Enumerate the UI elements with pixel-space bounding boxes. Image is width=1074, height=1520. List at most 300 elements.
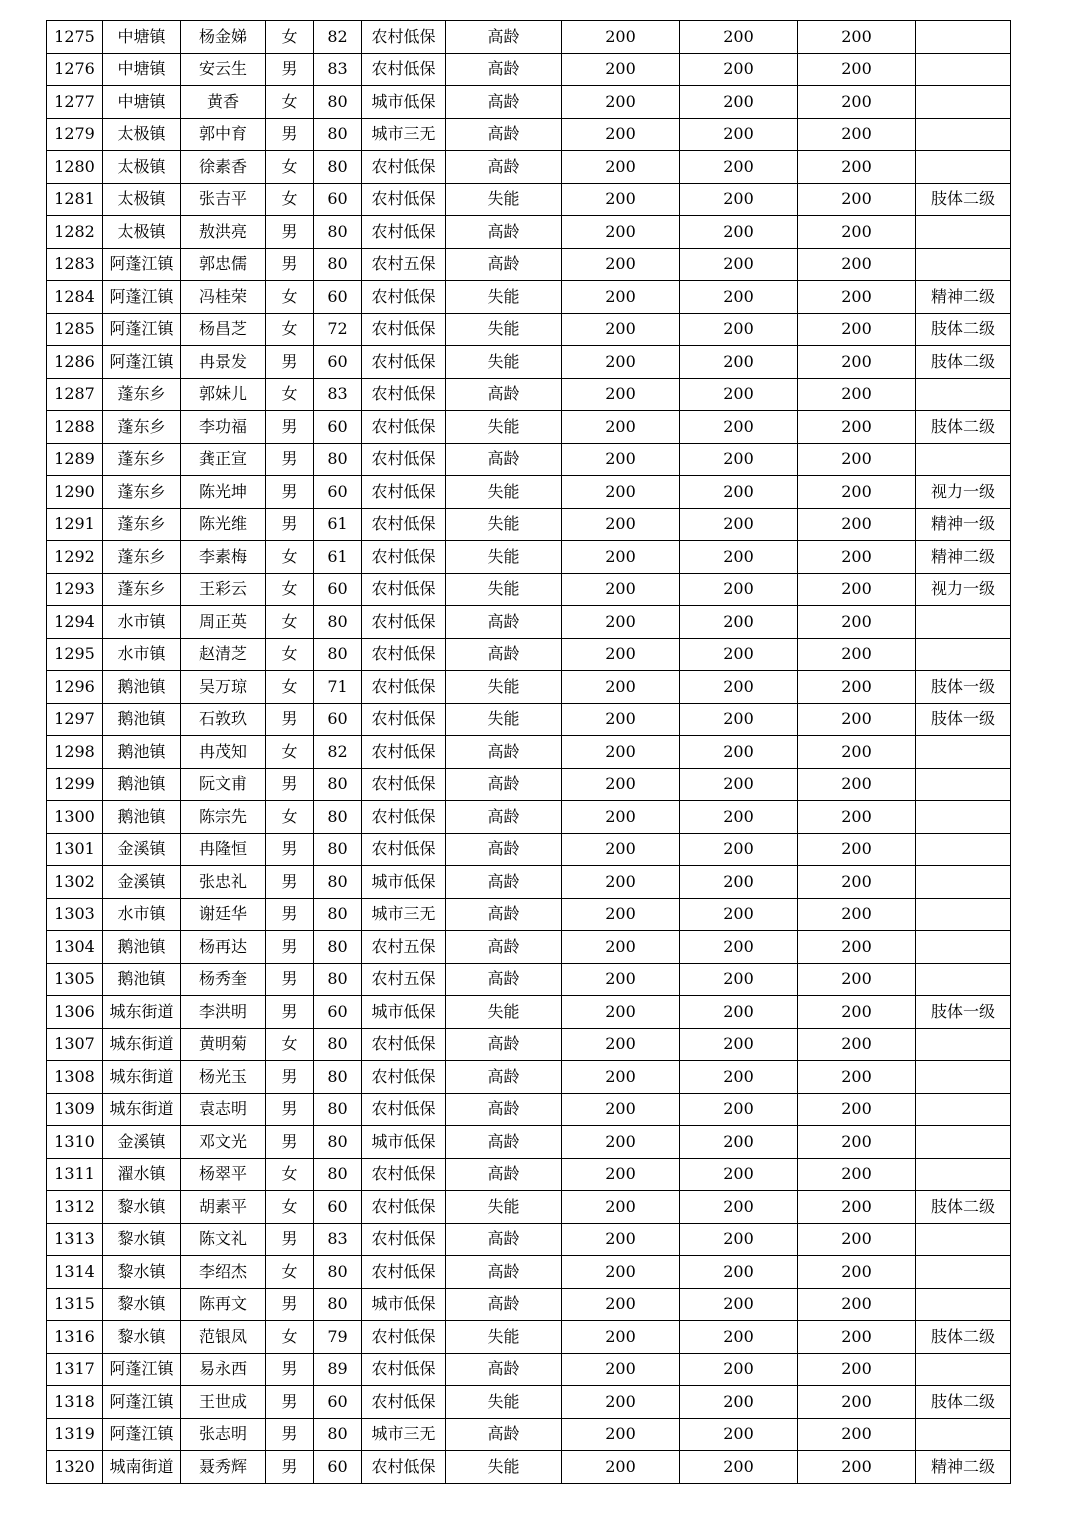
amount-cell-1: 200 (562, 1061, 680, 1094)
name-cell: 石敦玖 (181, 703, 266, 736)
gender-cell: 男 (266, 931, 314, 964)
subsidy-category-cell: 失能 (446, 476, 562, 509)
name-cell: 张吉平 (181, 183, 266, 216)
township-cell: 中塘镇 (103, 53, 181, 86)
serial-number-cell: 1282 (47, 216, 103, 249)
name-cell: 冉景发 (181, 346, 266, 379)
amount-cell-3: 200 (798, 476, 916, 509)
gender-cell: 男 (266, 703, 314, 736)
amount-cell-1: 200 (562, 1451, 680, 1484)
table-row (47, 768, 1011, 801)
serial-number-cell: 1298 (47, 736, 103, 769)
township-cell: 黎水镇 (103, 1321, 181, 1354)
table-row (47, 541, 1011, 574)
amount-cell-3: 200 (798, 183, 916, 216)
serial-number-cell: 1303 (47, 898, 103, 931)
amount-cell-1: 200 (562, 216, 680, 249)
township-cell: 濯水镇 (103, 1158, 181, 1191)
serial-number-cell: 1300 (47, 801, 103, 834)
household-type-cell: 农村低保 (362, 1028, 446, 1061)
gender-cell: 女 (266, 541, 314, 574)
age-cell: 80 (314, 1061, 362, 1094)
name-cell: 黄明菊 (181, 1028, 266, 1061)
amount-cell-3: 200 (798, 281, 916, 314)
disability-grade-cell (916, 53, 1011, 86)
table-row (47, 378, 1011, 411)
table-row (47, 606, 1011, 639)
gender-cell: 男 (266, 248, 314, 281)
table-row (47, 313, 1011, 346)
serial-number-cell: 1288 (47, 411, 103, 444)
name-cell: 黄香 (181, 86, 266, 119)
disability-grade-cell (916, 833, 1011, 866)
gender-cell: 女 (266, 671, 314, 704)
amount-cell-2: 200 (680, 1288, 798, 1321)
amount-cell-3: 200 (798, 53, 916, 86)
name-cell: 范银凤 (181, 1321, 266, 1354)
subsidy-category-cell: 高龄 (446, 378, 562, 411)
amount-cell-3: 200 (798, 1256, 916, 1289)
serial-number-cell: 1280 (47, 151, 103, 184)
household-type-cell: 农村低保 (362, 768, 446, 801)
amount-cell-1: 200 (562, 931, 680, 964)
name-cell: 陈光坤 (181, 476, 266, 509)
disability-grade-cell (916, 86, 1011, 119)
amount-cell-2: 200 (680, 931, 798, 964)
amount-cell-1: 200 (562, 606, 680, 639)
serial-number-cell: 1291 (47, 508, 103, 541)
subsidy-category-cell: 高龄 (446, 638, 562, 671)
age-cell: 60 (314, 1191, 362, 1224)
gender-cell: 男 (266, 1418, 314, 1451)
subsidy-category-cell: 失能 (446, 1191, 562, 1224)
name-cell: 张志明 (181, 1418, 266, 1451)
disability-grade-cell (916, 378, 1011, 411)
gender-cell: 女 (266, 1256, 314, 1289)
township-cell: 金溪镇 (103, 833, 181, 866)
household-type-cell: 农村低保 (362, 508, 446, 541)
subsidy-category-cell: 高龄 (446, 801, 562, 834)
table-row (47, 443, 1011, 476)
amount-cell-3: 200 (798, 86, 916, 119)
gender-cell: 女 (266, 1028, 314, 1061)
household-type-cell: 农村低保 (362, 736, 446, 769)
amount-cell-2: 200 (680, 118, 798, 151)
age-cell: 80 (314, 1288, 362, 1321)
township-cell: 城东街道 (103, 1061, 181, 1094)
household-type-cell: 城市三无 (362, 1418, 446, 1451)
township-cell: 水市镇 (103, 606, 181, 639)
subsidy-category-cell: 高龄 (446, 53, 562, 86)
township-cell: 阿蓬江镇 (103, 1418, 181, 1451)
amount-cell-3: 200 (798, 508, 916, 541)
age-cell: 80 (314, 1418, 362, 1451)
name-cell: 敖洪亮 (181, 216, 266, 249)
table-row (47, 866, 1011, 899)
subsidy-category-cell: 失能 (446, 671, 562, 704)
serial-number-cell: 1290 (47, 476, 103, 509)
age-cell: 60 (314, 476, 362, 509)
disability-grade-cell (916, 1028, 1011, 1061)
amount-cell-1: 200 (562, 346, 680, 379)
table-row (47, 1093, 1011, 1126)
amount-cell-1: 200 (562, 1223, 680, 1256)
subsidy-category-cell: 失能 (446, 1386, 562, 1419)
gender-cell: 男 (266, 508, 314, 541)
subsidy-category-cell: 高龄 (446, 736, 562, 769)
amount-cell-3: 200 (798, 1353, 916, 1386)
household-type-cell: 农村低保 (362, 541, 446, 574)
amount-cell-1: 200 (562, 183, 680, 216)
amount-cell-2: 200 (680, 1353, 798, 1386)
age-cell: 80 (314, 866, 362, 899)
household-type-cell: 城市低保 (362, 1126, 446, 1159)
disability-grade-cell: 肢体一级 (916, 671, 1011, 704)
amount-cell-3: 200 (798, 736, 916, 769)
table-row (47, 248, 1011, 281)
township-cell: 鹅池镇 (103, 801, 181, 834)
amount-cell-2: 200 (680, 996, 798, 1029)
gender-cell: 男 (266, 216, 314, 249)
amount-cell-3: 200 (798, 963, 916, 996)
age-cell: 61 (314, 508, 362, 541)
age-cell: 80 (314, 833, 362, 866)
age-cell: 80 (314, 86, 362, 119)
amount-cell-2: 200 (680, 606, 798, 639)
disability-grade-cell (916, 963, 1011, 996)
subsidy-category-cell: 高龄 (446, 1093, 562, 1126)
subsidy-category-cell: 高龄 (446, 1418, 562, 1451)
name-cell: 袁志明 (181, 1093, 266, 1126)
amount-cell-1: 200 (562, 1191, 680, 1224)
table-row (47, 118, 1011, 151)
gender-cell: 女 (266, 21, 314, 54)
subsidy-category-cell: 高龄 (446, 963, 562, 996)
household-type-cell: 城市三无 (362, 898, 446, 931)
gender-cell: 女 (266, 801, 314, 834)
township-cell: 金溪镇 (103, 866, 181, 899)
gender-cell: 女 (266, 736, 314, 769)
gender-cell: 男 (266, 898, 314, 931)
township-cell: 阿蓬江镇 (103, 313, 181, 346)
township-cell: 阿蓬江镇 (103, 248, 181, 281)
amount-cell-3: 200 (798, 1093, 916, 1126)
household-type-cell: 城市低保 (362, 86, 446, 119)
disability-grade-cell: 肢体二级 (916, 1191, 1011, 1224)
amount-cell-1: 200 (562, 476, 680, 509)
age-cell: 82 (314, 736, 362, 769)
disability-grade-cell (916, 931, 1011, 964)
amount-cell-3: 200 (798, 313, 916, 346)
age-cell: 60 (314, 411, 362, 444)
amount-cell-1: 200 (562, 378, 680, 411)
table-row (47, 1353, 1011, 1386)
amount-cell-3: 200 (798, 898, 916, 931)
subsidy-category-cell: 失能 (446, 1321, 562, 1354)
amount-cell-2: 200 (680, 53, 798, 86)
disability-grade-cell (916, 21, 1011, 54)
amount-cell-2: 200 (680, 768, 798, 801)
amount-cell-1: 200 (562, 736, 680, 769)
disability-grade-cell (916, 898, 1011, 931)
household-type-cell: 农村低保 (362, 703, 446, 736)
amount-cell-1: 200 (562, 118, 680, 151)
household-type-cell: 农村低保 (362, 801, 446, 834)
amount-cell-3: 200 (798, 346, 916, 379)
amount-cell-2: 200 (680, 183, 798, 216)
amount-cell-1: 200 (562, 1288, 680, 1321)
age-cell: 61 (314, 541, 362, 574)
age-cell: 79 (314, 1321, 362, 1354)
household-type-cell: 农村低保 (362, 21, 446, 54)
table-row (47, 801, 1011, 834)
amount-cell-2: 200 (680, 313, 798, 346)
amount-cell-1: 200 (562, 86, 680, 119)
subsidy-category-cell: 失能 (446, 183, 562, 216)
amount-cell-2: 200 (680, 541, 798, 574)
age-cell: 72 (314, 313, 362, 346)
amount-cell-3: 200 (798, 1158, 916, 1191)
township-cell: 蓬东乡 (103, 573, 181, 606)
disability-grade-cell: 视力一级 (916, 476, 1011, 509)
amount-cell-2: 200 (680, 671, 798, 704)
amount-cell-1: 200 (562, 898, 680, 931)
amount-cell-1: 200 (562, 1126, 680, 1159)
serial-number-cell: 1320 (47, 1451, 103, 1484)
amount-cell-2: 200 (680, 1158, 798, 1191)
amount-cell-3: 200 (798, 1386, 916, 1419)
serial-number-cell: 1313 (47, 1223, 103, 1256)
serial-number-cell: 1312 (47, 1191, 103, 1224)
amount-cell-3: 200 (798, 1126, 916, 1159)
amount-cell-2: 200 (680, 378, 798, 411)
name-cell: 邓文光 (181, 1126, 266, 1159)
table-row (47, 216, 1011, 249)
subsidy-category-cell: 高龄 (446, 86, 562, 119)
table-row (47, 898, 1011, 931)
amount-cell-3: 200 (798, 1223, 916, 1256)
name-cell: 吴万琼 (181, 671, 266, 704)
township-cell: 金溪镇 (103, 1126, 181, 1159)
amount-cell-1: 200 (562, 53, 680, 86)
table-row (47, 411, 1011, 444)
township-cell: 城东街道 (103, 1028, 181, 1061)
table-row (47, 1061, 1011, 1094)
disability-grade-cell: 肢体二级 (916, 1386, 1011, 1419)
township-cell: 鹅池镇 (103, 768, 181, 801)
disability-grade-cell (916, 1061, 1011, 1094)
table-row (47, 1223, 1011, 1256)
table-row (47, 1028, 1011, 1061)
name-cell: 张忠礼 (181, 866, 266, 899)
disability-grade-cell (916, 118, 1011, 151)
table-row (47, 346, 1011, 379)
serial-number-cell: 1304 (47, 931, 103, 964)
gender-cell: 男 (266, 996, 314, 1029)
disability-grade-cell (916, 801, 1011, 834)
serial-number-cell: 1284 (47, 281, 103, 314)
name-cell: 郭妹儿 (181, 378, 266, 411)
subsidy-category-cell: 高龄 (446, 1353, 562, 1386)
table-row (47, 638, 1011, 671)
township-cell: 太极镇 (103, 118, 181, 151)
disability-grade-cell: 精神二级 (916, 541, 1011, 574)
household-type-cell: 农村低保 (362, 1256, 446, 1289)
township-cell: 城东街道 (103, 996, 181, 1029)
serial-number-cell: 1275 (47, 21, 103, 54)
name-cell: 王彩云 (181, 573, 266, 606)
disability-grade-cell: 肢体二级 (916, 1321, 1011, 1354)
disability-grade-cell: 肢体二级 (916, 346, 1011, 379)
serial-number-cell: 1308 (47, 1061, 103, 1094)
subsidy-category-cell: 失能 (446, 508, 562, 541)
age-cell: 80 (314, 1028, 362, 1061)
amount-cell-3: 200 (798, 1418, 916, 1451)
subsidy-category-cell: 失能 (446, 573, 562, 606)
amount-cell-3: 200 (798, 866, 916, 899)
amount-cell-1: 200 (562, 671, 680, 704)
table-row (47, 1126, 1011, 1159)
household-type-cell: 农村五保 (362, 963, 446, 996)
household-type-cell: 农村低保 (362, 313, 446, 346)
age-cell: 80 (314, 638, 362, 671)
amount-cell-3: 200 (798, 118, 916, 151)
subsidy-category-cell: 高龄 (446, 606, 562, 639)
age-cell: 80 (314, 443, 362, 476)
gender-cell: 女 (266, 281, 314, 314)
age-cell: 71 (314, 671, 362, 704)
name-cell: 冯桂荣 (181, 281, 266, 314)
amount-cell-2: 200 (680, 638, 798, 671)
table-row (47, 508, 1011, 541)
amount-cell-2: 200 (680, 281, 798, 314)
serial-number-cell: 1314 (47, 1256, 103, 1289)
gender-cell: 女 (266, 183, 314, 216)
amount-cell-2: 200 (680, 1191, 798, 1224)
disability-grade-cell (916, 1256, 1011, 1289)
roster-body (47, 21, 1011, 1484)
disability-grade-cell: 肢体一级 (916, 996, 1011, 1029)
amount-cell-2: 200 (680, 866, 798, 899)
disability-grade-cell (916, 248, 1011, 281)
table-row (47, 931, 1011, 964)
amount-cell-1: 200 (562, 21, 680, 54)
household-type-cell: 农村低保 (362, 638, 446, 671)
gender-cell: 男 (266, 476, 314, 509)
township-cell: 蓬东乡 (103, 378, 181, 411)
name-cell: 李洪明 (181, 996, 266, 1029)
serial-number-cell: 1302 (47, 866, 103, 899)
name-cell: 郭中育 (181, 118, 266, 151)
amount-cell-2: 200 (680, 801, 798, 834)
township-cell: 鹅池镇 (103, 671, 181, 704)
disability-grade-cell (916, 1353, 1011, 1386)
household-type-cell: 农村低保 (362, 1386, 446, 1419)
amount-cell-2: 200 (680, 476, 798, 509)
age-cell: 83 (314, 378, 362, 411)
amount-cell-1: 200 (562, 443, 680, 476)
amount-cell-3: 200 (798, 638, 916, 671)
gender-cell: 男 (266, 1386, 314, 1419)
disability-grade-cell (916, 736, 1011, 769)
household-type-cell: 农村低保 (362, 1353, 446, 1386)
household-type-cell: 农村低保 (362, 606, 446, 639)
subsidy-category-cell: 失能 (446, 541, 562, 574)
amount-cell-3: 200 (798, 443, 916, 476)
disability-grade-cell (916, 606, 1011, 639)
township-cell: 蓬东乡 (103, 508, 181, 541)
disability-grade-cell (916, 151, 1011, 184)
amount-cell-1: 200 (562, 151, 680, 184)
table-row (47, 671, 1011, 704)
age-cell: 82 (314, 21, 362, 54)
name-cell: 杨翠平 (181, 1158, 266, 1191)
gender-cell: 男 (266, 1353, 314, 1386)
serial-number-cell: 1311 (47, 1158, 103, 1191)
age-cell: 60 (314, 703, 362, 736)
serial-number-cell: 1297 (47, 703, 103, 736)
serial-number-cell: 1309 (47, 1093, 103, 1126)
amount-cell-2: 200 (680, 573, 798, 606)
name-cell: 郭忠儒 (181, 248, 266, 281)
amount-cell-1: 200 (562, 1418, 680, 1451)
gender-cell: 男 (266, 53, 314, 86)
amount-cell-3: 200 (798, 1028, 916, 1061)
amount-cell-2: 200 (680, 736, 798, 769)
amount-cell-3: 200 (798, 833, 916, 866)
disability-grade-cell (916, 1126, 1011, 1159)
amount-cell-2: 200 (680, 248, 798, 281)
subsidy-category-cell: 失能 (446, 281, 562, 314)
township-cell: 黎水镇 (103, 1223, 181, 1256)
serial-number-cell: 1287 (47, 378, 103, 411)
amount-cell-2: 200 (680, 1223, 798, 1256)
household-type-cell: 农村低保 (362, 53, 446, 86)
household-type-cell: 农村低保 (362, 151, 446, 184)
name-cell: 冉茂知 (181, 736, 266, 769)
disability-grade-cell (916, 216, 1011, 249)
amount-cell-2: 200 (680, 86, 798, 119)
amount-cell-3: 200 (798, 1191, 916, 1224)
gender-cell: 男 (266, 866, 314, 899)
name-cell: 龚正宣 (181, 443, 266, 476)
serial-number-cell: 1317 (47, 1353, 103, 1386)
amount-cell-2: 200 (680, 703, 798, 736)
subsidy-category-cell: 失能 (446, 411, 562, 444)
amount-cell-1: 200 (562, 1321, 680, 1354)
name-cell: 杨再达 (181, 931, 266, 964)
gender-cell: 女 (266, 638, 314, 671)
age-cell: 80 (314, 963, 362, 996)
amount-cell-2: 200 (680, 1321, 798, 1354)
amount-cell-3: 200 (798, 1061, 916, 1094)
age-cell: 80 (314, 931, 362, 964)
name-cell: 安云生 (181, 53, 266, 86)
subsidy-category-cell: 高龄 (446, 1126, 562, 1159)
township-cell: 阿蓬江镇 (103, 281, 181, 314)
township-cell: 城南街道 (103, 1451, 181, 1484)
amount-cell-2: 200 (680, 1418, 798, 1451)
subsidy-category-cell: 高龄 (446, 443, 562, 476)
disability-grade-cell: 肢体一级 (916, 703, 1011, 736)
table-row (47, 281, 1011, 314)
disability-grade-cell: 精神二级 (916, 281, 1011, 314)
name-cell: 易永西 (181, 1353, 266, 1386)
amount-cell-1: 200 (562, 638, 680, 671)
household-type-cell: 农村低保 (362, 183, 446, 216)
serial-number-cell: 1306 (47, 996, 103, 1029)
gender-cell: 男 (266, 118, 314, 151)
